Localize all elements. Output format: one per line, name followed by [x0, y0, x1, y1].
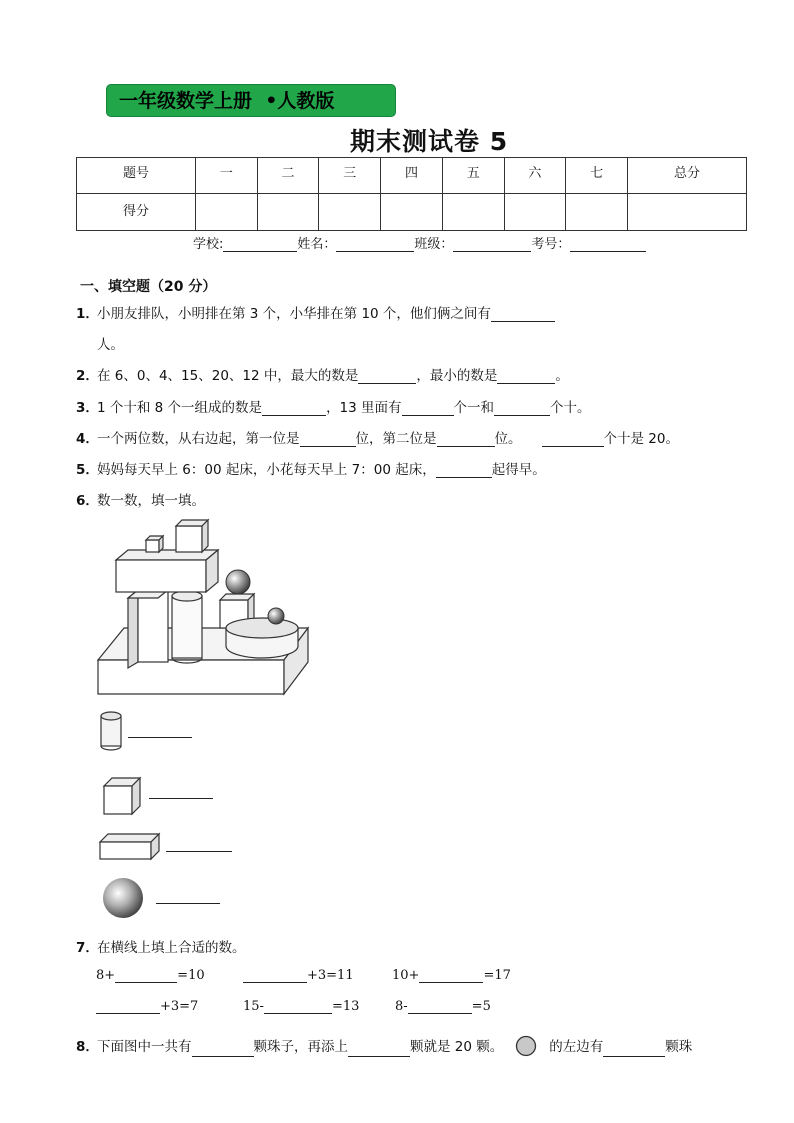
answer-blank[interactable] [437, 432, 495, 447]
equation-1 [96, 968, 205, 983]
question-number: 2． [76, 368, 99, 384]
answer-blank[interactable] [264, 1000, 332, 1014]
question-number: 3． [76, 400, 99, 416]
answer-blank[interactable] [96, 1000, 160, 1014]
cylinder-icon [98, 710, 126, 752]
number-blank[interactable] [570, 239, 646, 252]
equation-text: +3=11 [307, 968, 354, 983]
answer-blank[interactable] [603, 1042, 665, 1057]
question-number: 4． [76, 431, 99, 447]
cuboid-icon [97, 830, 163, 862]
equation-text: =17 [483, 968, 511, 983]
question-text: 个十是 20。 [603, 431, 679, 447]
cylinder-count-blank[interactable] [128, 737, 192, 738]
question-text: 在横线上填上合适的数。 [97, 940, 246, 956]
answer-blank[interactable] [115, 969, 177, 983]
cell: 三 [319, 158, 381, 194]
question-text: ，最小的数是 [416, 368, 498, 384]
question-2 [76, 364, 569, 384]
class-blank[interactable] [453, 239, 531, 252]
equation-text: 10+ [392, 968, 420, 983]
question-number: 8． [76, 1039, 99, 1055]
cell: 七 [566, 158, 628, 194]
question-6 [76, 489, 205, 509]
sphere-icon [101, 876, 145, 920]
question-8 [76, 1035, 692, 1057]
question-text: 数一数，填一填。 [97, 493, 205, 509]
question-3 [76, 396, 591, 416]
score-cell[interactable] [319, 194, 381, 231]
equation-5 [243, 999, 359, 1014]
number-label: 考号： [531, 237, 571, 252]
score-cell[interactable] [566, 194, 628, 231]
question-1-tail: 人。 [97, 337, 124, 353]
score-table [76, 157, 747, 231]
question-5 [76, 458, 546, 478]
score-cell[interactable] [257, 194, 319, 231]
answer-blank[interactable] [497, 369, 555, 384]
answer-blank[interactable] [402, 401, 454, 416]
question-text: ，13 里面有 [326, 400, 402, 416]
cube-count-blank[interactable] [149, 798, 213, 799]
equation-text: =13 [331, 999, 360, 1014]
question-number: 7． [76, 940, 99, 956]
question-text: 妈妈每天早上 6：00 起床，小花每天早上 7：00 起床， [97, 462, 436, 478]
question-number: 6． [76, 493, 99, 509]
question-text: 在 6、0、4、15、20、12 中，最大的数是 [97, 368, 359, 384]
question-4 [76, 427, 679, 447]
question-text: 小朋友排队，小明排在第 3 个，小华排在第 10 个，他们俩之间有 [97, 306, 491, 322]
school-label: 学校: [193, 237, 224, 252]
answer-blank[interactable] [491, 307, 555, 322]
cell: 得分 [77, 194, 196, 231]
equation-2 [243, 968, 354, 983]
answer-blank[interactable] [408, 1000, 472, 1014]
grade-tag: 一年级数学上册 •人教版 [106, 84, 396, 117]
equation-text: =5 [471, 999, 491, 1014]
question-text: 一个两位数，从右边起，第一位是 [97, 431, 300, 447]
equation-text: 15- [243, 999, 264, 1014]
question-1 [76, 302, 555, 322]
question-text: 。 [555, 368, 569, 384]
question-text: 颗珠 [665, 1039, 693, 1055]
question-text: 个十。 [550, 400, 591, 416]
answer-blank[interactable] [192, 1042, 254, 1057]
cell: 六 [504, 158, 566, 194]
answer-blank[interactable] [262, 401, 326, 416]
student-info-line [193, 233, 646, 252]
equation-text: 8- [395, 999, 408, 1014]
sphere-count-blank[interactable] [156, 903, 220, 904]
score-cell[interactable] [195, 194, 257, 231]
question-text: 下面图中一共有 [97, 1039, 192, 1055]
equation-text: 8+ [96, 968, 116, 983]
answer-blank[interactable] [494, 401, 550, 416]
cell: 一 [195, 158, 257, 194]
section-title: 一、填空题（20 分） [80, 279, 217, 295]
answer-blank[interactable] [243, 969, 307, 983]
name-label: 姓名： [297, 237, 337, 252]
score-cell[interactable] [628, 194, 747, 231]
cuboid-count-blank[interactable] [166, 851, 232, 852]
answer-blank[interactable] [300, 432, 356, 447]
score-cell[interactable] [442, 194, 504, 231]
question-text: 位，第二位是 [355, 431, 437, 447]
answer-blank[interactable] [358, 369, 416, 384]
building-blocks-figure [94, 516, 314, 700]
school-blank[interactable] [223, 239, 297, 252]
bead-icon [515, 1035, 537, 1057]
cell: 二 [257, 158, 319, 194]
question-text: 起得早。 [491, 462, 546, 478]
score-cell[interactable] [381, 194, 443, 231]
question-text: 个一和 [453, 400, 495, 416]
answer-blank[interactable] [348, 1042, 410, 1057]
equation-text: =10 [177, 968, 205, 983]
question-7 [76, 936, 246, 956]
question-text: 位。 [494, 431, 522, 447]
class-label: 班级： [414, 237, 454, 252]
equation-3 [392, 968, 511, 983]
question-text: 颗就是 20 颗。 [410, 1039, 504, 1055]
score-cell[interactable] [504, 194, 566, 231]
answer-blank[interactable] [436, 463, 492, 478]
equation-4 [96, 999, 198, 1014]
answer-blank[interactable] [419, 969, 483, 983]
cell: 五 [442, 158, 504, 194]
cell: 总分 [628, 158, 747, 194]
cell: 题号 [77, 158, 196, 194]
question-text: 1 个十和 8 个一组成的数是 [97, 400, 263, 416]
question-text: 的左边有 [549, 1039, 604, 1055]
question-number: 1． [76, 306, 99, 322]
score-table-header-row [77, 158, 747, 194]
cube-icon [100, 774, 144, 816]
cell: 四 [381, 158, 443, 194]
equation-text: +3=7 [160, 999, 199, 1014]
answer-blank[interactable] [542, 432, 604, 447]
page-title: 期末测试卷 5 [350, 127, 509, 156]
score-table-score-row [77, 194, 747, 231]
equation-6 [395, 999, 491, 1014]
name-blank[interactable] [336, 239, 414, 252]
question-number: 5． [76, 462, 99, 478]
question-text: 颗珠子，再添上 [253, 1039, 348, 1055]
